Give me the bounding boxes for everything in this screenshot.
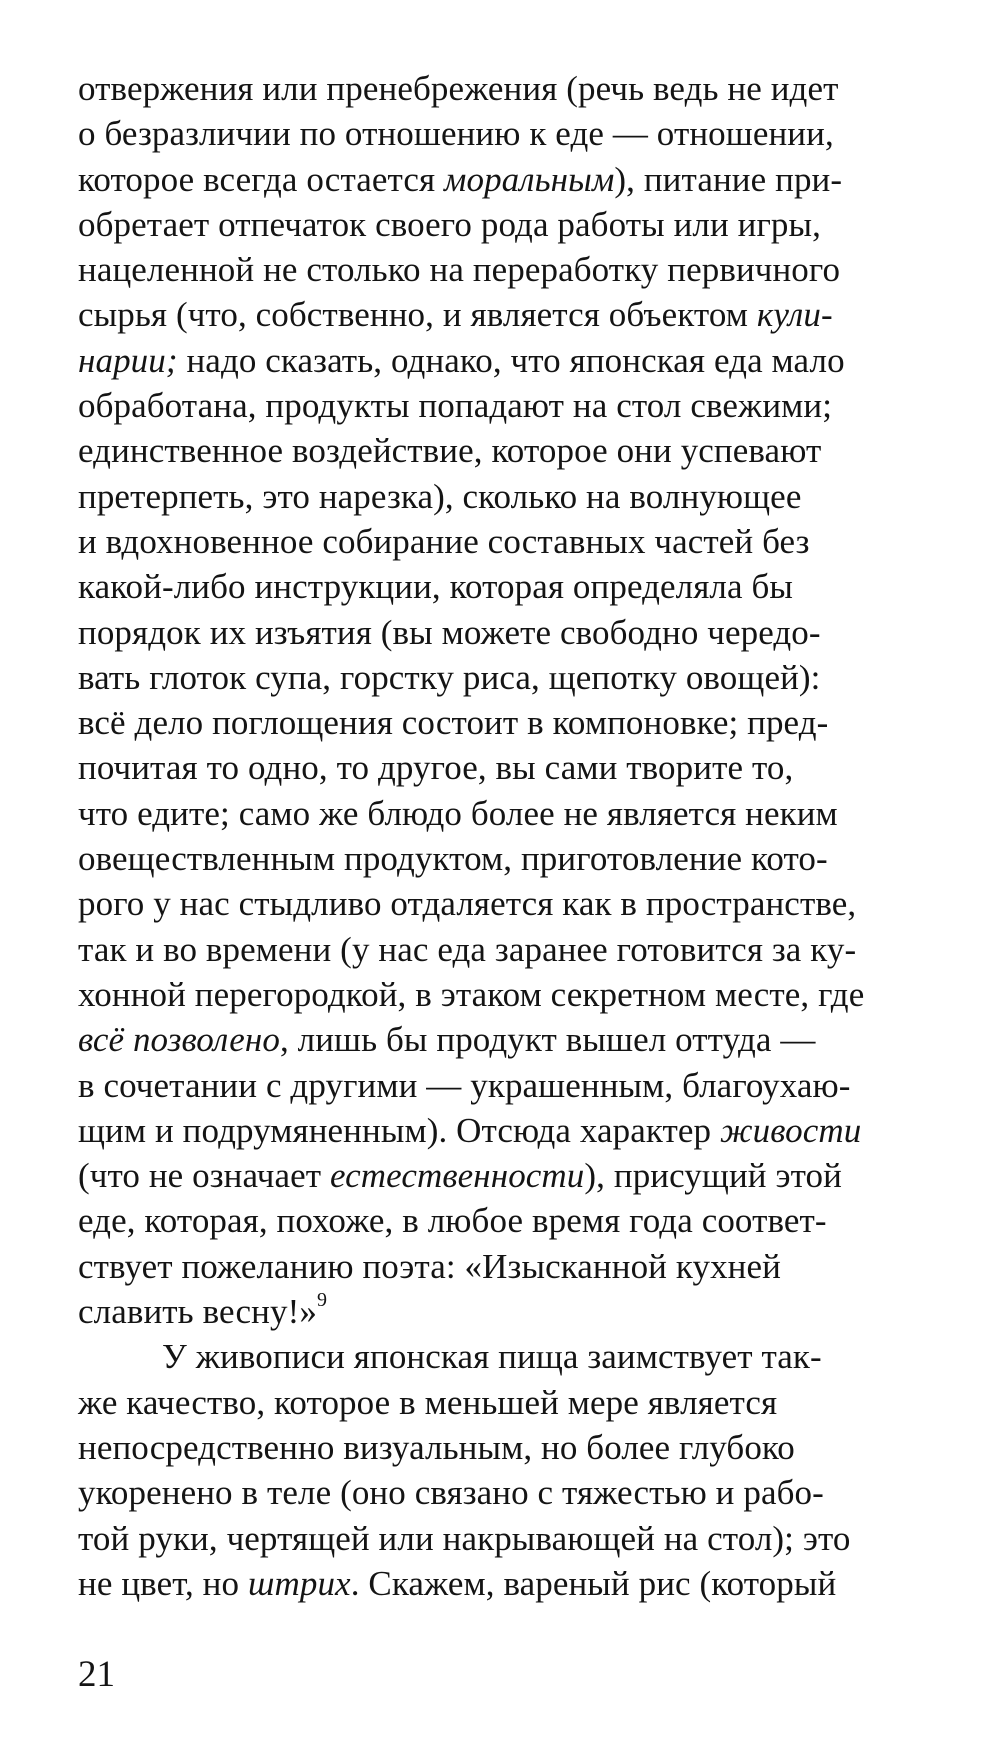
italic-text: живости xyxy=(720,1110,862,1150)
line-text: (что не означает xyxy=(78,1156,330,1196)
line-text: почитая то одно, то другое, вы сами творите то, xyxy=(78,748,794,788)
line-text: надо сказать, однако, что японская еда мало xyxy=(177,340,845,380)
page-text xyxy=(78,66,958,1606)
paragraph-2 xyxy=(78,1334,958,1606)
line-text: что едите; само же блюдо более не является неким xyxy=(78,793,838,833)
text-line xyxy=(78,247,958,292)
italic-text: моральным xyxy=(444,159,615,199)
line-text: вать глоток супа, горстку риса, щепотку овощей): xyxy=(78,657,821,697)
text-line xyxy=(78,66,958,111)
text-line xyxy=(78,1516,958,1561)
line-text: той руки, чертящей или накрывающей на стол); это xyxy=(78,1518,851,1558)
text-line xyxy=(78,157,958,202)
text-line xyxy=(78,881,958,926)
text-line xyxy=(78,1153,958,1198)
line-text: У живописи японская пища заимствует так- xyxy=(162,1337,822,1377)
text-line xyxy=(78,474,958,519)
text-line xyxy=(78,428,958,473)
paragraph-1 xyxy=(78,66,958,1334)
line-text: еде, которая, похоже, в любое время года соответ- xyxy=(78,1201,827,1241)
text-line xyxy=(78,1198,958,1243)
line-text: ), присущий этой xyxy=(584,1156,842,1196)
text-line xyxy=(78,1063,958,1108)
text-line xyxy=(78,927,958,972)
line-text: укоренено в теле (оно связано с тяжестью и рабо- xyxy=(78,1473,824,1513)
text-line xyxy=(78,836,958,881)
line-text: обретает отпечаток своего рода работы или игры, xyxy=(78,204,821,244)
line-text: так и во времени (у нас еда заранее готовится за ку- xyxy=(78,929,857,969)
line-text: овеществленным продуктом, приготовление кото- xyxy=(78,839,828,879)
line-text: обработана, продукты попадают на стол свежими; xyxy=(78,386,833,426)
text-line xyxy=(78,745,958,790)
line-text: , лишь бы продукт вышел оттуда — xyxy=(279,1020,816,1060)
line-text: непосредственно визуальным, но более глубоко xyxy=(78,1427,795,1467)
line-text: . Скажем, вареный рис (который xyxy=(350,1563,837,1603)
text-line xyxy=(78,655,958,700)
line-text: не цвет, но xyxy=(78,1563,248,1603)
line-text: сырья (что, собственно, и является объектом xyxy=(78,295,757,335)
italic-text: штрих xyxy=(247,1563,351,1603)
text-line xyxy=(78,1017,958,1062)
text-line xyxy=(78,1334,958,1379)
text-line xyxy=(78,564,958,609)
line-text: славить весну!» xyxy=(78,1292,317,1332)
text-line xyxy=(78,1425,958,1470)
line-text: ствует пожеланию поэта: «Изысканной кухней xyxy=(78,1246,781,1286)
line-text: же качество, которое в меньшей мере является xyxy=(78,1382,778,1422)
text-line xyxy=(78,383,958,428)
line-text: рого у нас стыдливо отдаляется как в пространстве, xyxy=(78,884,857,924)
text-line xyxy=(78,338,958,383)
italic-text: нарии; xyxy=(78,340,178,380)
line-text: которое всегда остается xyxy=(78,159,445,199)
line-text: о безразличии по отношению к еде — отношении, xyxy=(78,114,834,154)
text-line xyxy=(78,1470,958,1515)
line-text: единственное воздействие, которое они успевают xyxy=(78,431,822,471)
text-line xyxy=(78,700,958,745)
line-text: щим и подрумяненным). Отсюда характер xyxy=(78,1110,720,1150)
text-line xyxy=(78,1380,958,1425)
text-line xyxy=(78,1561,958,1606)
italic-text: естественности xyxy=(329,1156,585,1196)
text-line xyxy=(78,292,958,337)
line-text: и вдохновенное собирание составных частей без xyxy=(78,521,810,561)
line-text: порядок их изъятия (вы можете свободно чередо- xyxy=(78,612,821,652)
line-text: претерпеть, это нарезка), сколько на волнующее xyxy=(78,476,802,516)
footnote-ref: 9 xyxy=(316,1289,328,1312)
line-text: ), питание при- xyxy=(614,159,843,199)
text-line xyxy=(78,519,958,564)
italic-text: всё позволено xyxy=(78,1020,280,1060)
line-text: хонной перегородкой, в этаком секретном месте, где xyxy=(78,974,865,1014)
line-text: нацеленной не столько на переработку первичного xyxy=(78,250,841,290)
text-line xyxy=(78,791,958,836)
line-text: отвержения или пренебрежения (речь ведь не идет xyxy=(78,69,839,108)
text-line xyxy=(78,1244,958,1289)
line-text: всё дело поглощения состоит в компоновке; пред- xyxy=(78,703,829,743)
text-line xyxy=(78,111,958,156)
line-text: какой-либо инструкции, которая определяла бы xyxy=(78,567,793,607)
text-line xyxy=(78,972,958,1017)
page-number: 21 xyxy=(78,1654,115,1695)
text-line xyxy=(78,202,958,247)
text-line xyxy=(78,610,958,655)
text-line xyxy=(78,1108,958,1153)
line-text: в сочетании с другими — украшенным, благоухаю- xyxy=(78,1065,851,1105)
text-line xyxy=(78,1289,958,1334)
italic-text: кули- xyxy=(756,295,833,335)
